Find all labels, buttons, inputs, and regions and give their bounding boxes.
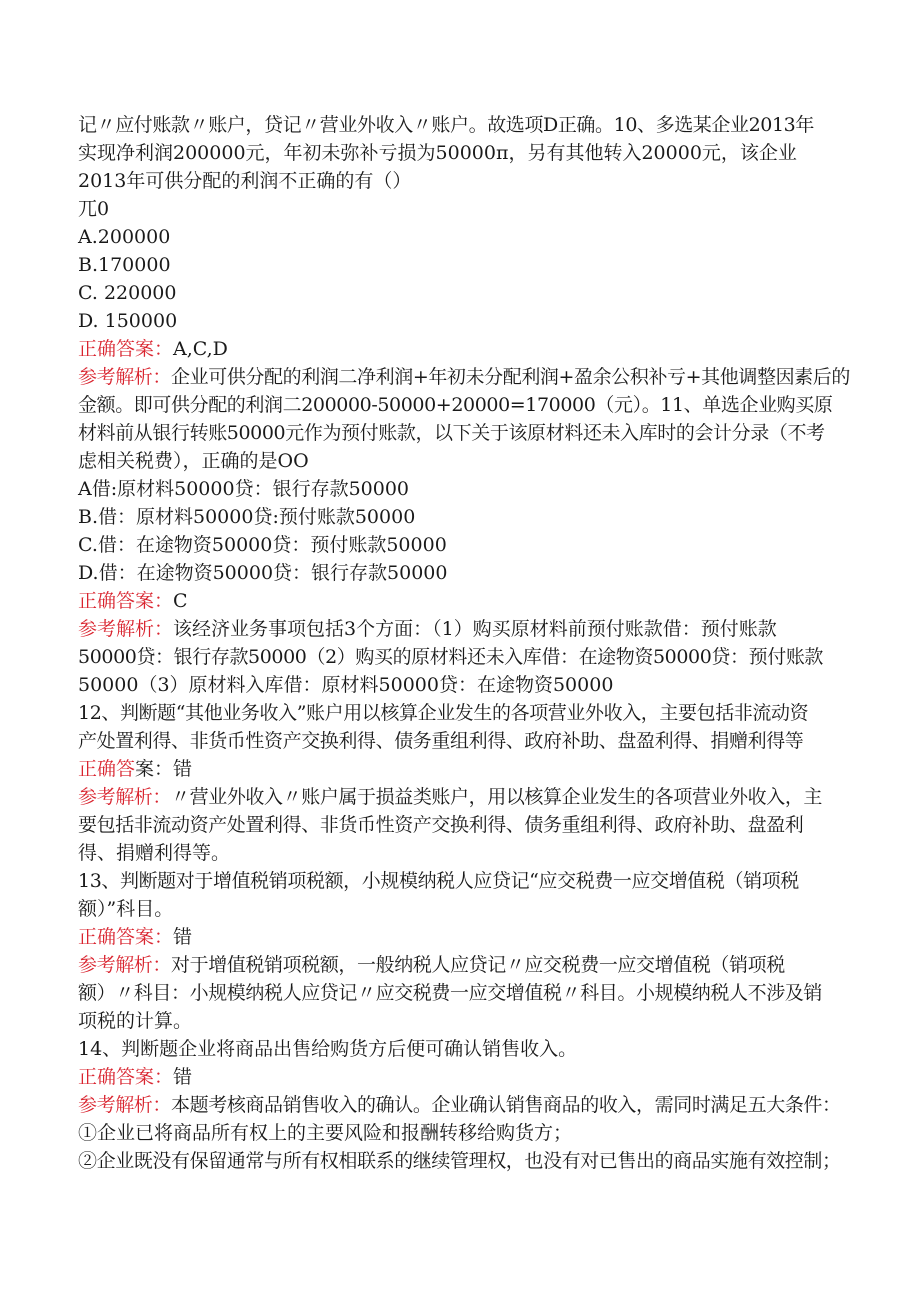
answer-value: 案：错 xyxy=(135,758,193,780)
analysis-text: 企业可供分配的利润二净利润+年初未分配利润+盈余公积补亏+其他调整因素后的 xyxy=(171,366,850,388)
answer-line xyxy=(78,335,228,363)
text-line: 2013年可供分配的利润不正确的有（） xyxy=(78,170,412,192)
analysis-label: 参考解析： xyxy=(78,786,172,808)
answer-line xyxy=(78,1063,192,1091)
text-line: 实现净利润200000元，年初未弥补亏损为50000π，另有其他转入20000元，该企业 xyxy=(78,142,797,164)
answer-label: 正确答案： xyxy=(78,590,174,612)
analysis-line xyxy=(78,363,850,391)
text-line: 额）”科目。 xyxy=(78,898,174,920)
text-line: 50000贷：银行存款50000（2）购买的原材料还未入库借：在途物资50000贷：预付账款 xyxy=(78,646,824,668)
answer-value: C xyxy=(173,590,188,612)
text-line: 产处置利得、非货币性资产交换利得、债务重组利得、政府补助、盘盈利得、捐赠利得等 xyxy=(78,730,804,752)
answer-value: 错 xyxy=(173,926,193,948)
analysis-line xyxy=(78,1091,841,1119)
answer-label: 正确答案： xyxy=(78,338,174,360)
option-d: D. 150000 xyxy=(78,310,178,332)
text-line: 额）〃科目：小规模纳税人应贷记〃应交税费一应交增值税〃科目。小规模纳税人不涉及销 xyxy=(78,982,823,1004)
text-line: 虑相关税费），正确的是OO xyxy=(78,450,309,472)
text-line: 要包括非流动资产处置利得、非货币性资产交换利得、债务重组利得、政府补助、盘盈利 xyxy=(78,814,804,836)
analysis-label: 参考解析： xyxy=(78,1094,172,1116)
answer-line xyxy=(78,587,188,615)
analysis-text: 该经济业务事项包括3个方面：（1）购买原材料前预付账款借：预付账款 xyxy=(173,618,777,640)
answer-label: 正确答案： xyxy=(78,1066,174,1088)
answer-line xyxy=(78,755,192,783)
question-line: 14、判断题企业将商品出售给购货方后便可确认销售收入。 xyxy=(78,1038,578,1060)
option-a: A借:原材料50000贷：银行存款50000 xyxy=(78,478,410,500)
answer-label: 正确答案： xyxy=(78,926,174,948)
text-line: 记〃应付账款〃账户，贷记〃营业外收入〃账户。故选项D正确。10、多选某企业2013年 xyxy=(78,114,814,136)
option-b: B.借：原材料50000贷:预付账款50000 xyxy=(78,506,416,528)
option-c: C.借：在途物资50000贷：预付账款50000 xyxy=(78,534,447,556)
answer-value: A,C,D xyxy=(173,338,228,360)
analysis-label: 参考解析： xyxy=(78,618,174,640)
analysis-line xyxy=(78,951,785,979)
text-line: 材料前从银行转账50000元作为预付账款，以下关于该原材料还未入库时的会计分录（不考 xyxy=(78,422,825,444)
question-line: 12、判断题“其他业务收入”账户用以核算企业发生的各项营业外收入，主要包括非流动资 xyxy=(78,702,809,724)
analysis-text: 本题考核商品销售收入的确认。企业确认销售商品的收入，需同时满足五大条件： xyxy=(171,1094,841,1116)
answer-value: 错 xyxy=(173,1066,193,1088)
analysis-text: 〃营业外收入〃账户属于损益类账户，用以核算企业发生的各项营业外收入，主 xyxy=(171,786,823,808)
option-b: B.170000 xyxy=(78,254,171,276)
option-c: C. 220000 xyxy=(78,282,177,304)
text-line: ①企业已将商品所有权上的主要风险和报酬转移给购货方； xyxy=(78,1122,573,1144)
answer-line xyxy=(78,923,192,951)
analysis-label: 参考解析： xyxy=(78,366,172,388)
text-line: 50000（3）原材料入库借：原材料50000贷：在途物资50000 xyxy=(78,674,614,696)
text-line: 项税的计算。 xyxy=(78,1010,193,1032)
text-line: 兀0 xyxy=(78,198,110,220)
text-line: ②企业既没有保留通常与所有权相联系的继续管理权，也没有对已售出的商品实施有效控制； xyxy=(78,1150,841,1172)
answer-label: 正确答 xyxy=(78,758,136,780)
text-line: 金额。即可供分配的利润二200000-50000+20000=170000（元）。11、单选企业购买原 xyxy=(78,394,833,416)
analysis-line xyxy=(78,783,822,811)
option-d: D.借：在途物资50000贷：银行存款50000 xyxy=(78,562,448,584)
analysis-label: 参考解析： xyxy=(78,954,172,976)
option-a: A.200000 xyxy=(78,226,171,248)
analysis-text: 对于增值税销项税额，一般纳税人应贷记〃应交税费一应交增值税（销项税 xyxy=(171,954,785,976)
text-line: 得、捐赠利得等。 xyxy=(78,842,231,864)
analysis-line xyxy=(78,615,777,643)
question-line: 13、判断题对于增值税销项税额，小规模纳税人应贷记“应交税费一应交增值税（销项税 xyxy=(78,870,799,892)
